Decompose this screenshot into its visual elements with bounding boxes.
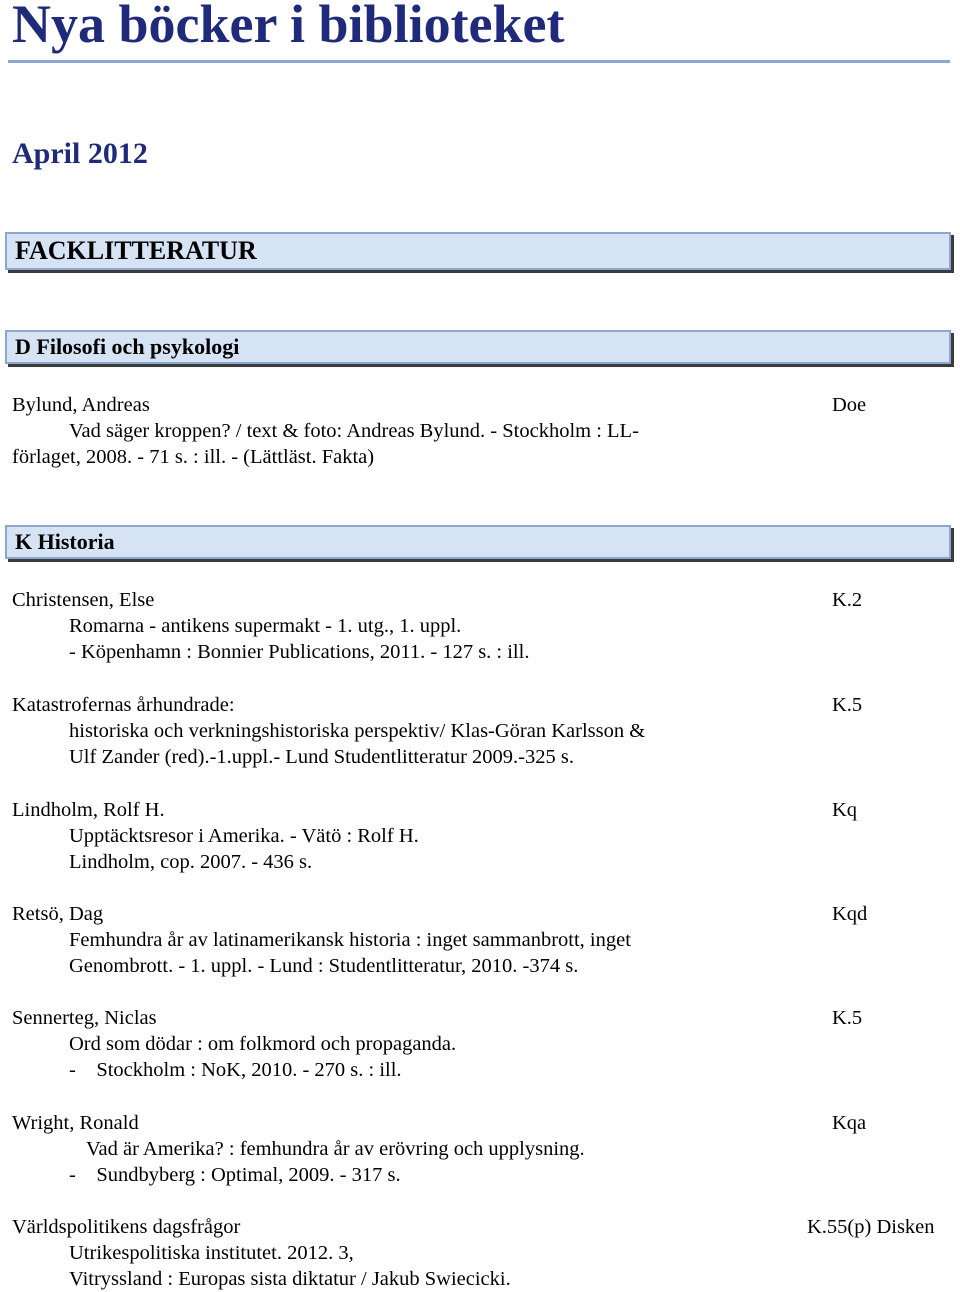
shelf-code: K.5 [832, 1007, 863, 1029]
shelf-code: Kqd [832, 903, 868, 925]
book-description-line: Lindholm, cop. 2007. - 436 s. [69, 851, 313, 873]
section-heading-label: D Filosofi och psykologi [15, 334, 240, 359]
book-author: Katastrofernas århundrade: [12, 694, 235, 716]
category-heading-label: FACKLITTERATUR [15, 236, 257, 265]
shelf-code: K.55(p) Disken [807, 1216, 935, 1238]
book-author: Wright, Ronald [12, 1112, 139, 1134]
book-description-line: - Köpenhamn : Bonnier Publications, 2011. - 127 s. : ill. [69, 641, 530, 663]
page-title: Nya böcker i biblioteket [12, 0, 565, 54]
section-heading-label: K Historia [15, 529, 115, 554]
section-heading-filosofi [5, 330, 951, 364]
shelf-code: Kqa [832, 1112, 867, 1134]
book-description-line: - Stockholm : NoK, 2010. - 270 s. : ill. [69, 1059, 402, 1081]
book-author: Lindholm, Rolf H. [12, 799, 165, 821]
title-divider [8, 60, 950, 63]
book-description-line: Romarna - antikens supermakt - 1. utg., 1. uppl. [69, 615, 462, 637]
book-description-line: Genombrott. - 1. uppl. - Lund : Studentlitteratur, 2010. -374 s. [69, 955, 579, 977]
book-description-line: - Sundbyberg : Optimal, 2009. - 317 s. [69, 1164, 401, 1186]
month-heading: April 2012 [12, 137, 148, 170]
book-description-line: historiska och verkningshistoriska perspektiv/ Klas-Göran Karlsson & [69, 720, 646, 742]
book-description-line: Ord som dödar : om folkmord och propaganda. [69, 1033, 457, 1055]
book-author: Retsö, Dag [12, 903, 104, 925]
book-description-line: Vad säger kroppen? / text & foto: Andreas Bylund. - Stockholm : LL- [69, 420, 639, 442]
book-description-line: Ulf Zander (red).-1.uppl.- Lund Studentlitteratur 2009.-325 s. [69, 746, 574, 768]
book-description-line: Utrikespolitiska institutet. 2012. 3, [69, 1242, 354, 1264]
shelf-code: Doe [832, 394, 867, 416]
book-author: Bylund, Andreas [12, 394, 150, 416]
book-description-line: Upptäcktsresor i Amerika. - Vätö : Rolf H. [69, 825, 419, 847]
shelf-code: Kq [832, 799, 858, 821]
book-description-line: Femhundra år av latinamerikansk historia : inget sammanbrott, inget [69, 929, 631, 951]
book-author: Sennerteg, Niclas [12, 1007, 157, 1029]
book-description-line: Vad är Amerika? : femhundra år av erövring och upplysning. [86, 1138, 585, 1160]
book-description-line: förlaget, 2008. - 71 s. : ill. - (Lättläst. Fakta) [12, 446, 375, 468]
book-author: Världspolitikens dagsfrågor [12, 1216, 241, 1238]
book-description-line: Vitryssland : Europas sista diktatur / Jakub Swiecicki. [69, 1268, 511, 1290]
section-heading-historia [5, 525, 951, 559]
category-heading-facklitteratur [5, 232, 951, 270]
book-author: Christensen, Else [12, 589, 155, 611]
shelf-code: K.5 [832, 694, 863, 716]
shelf-code: K.2 [832, 589, 863, 611]
